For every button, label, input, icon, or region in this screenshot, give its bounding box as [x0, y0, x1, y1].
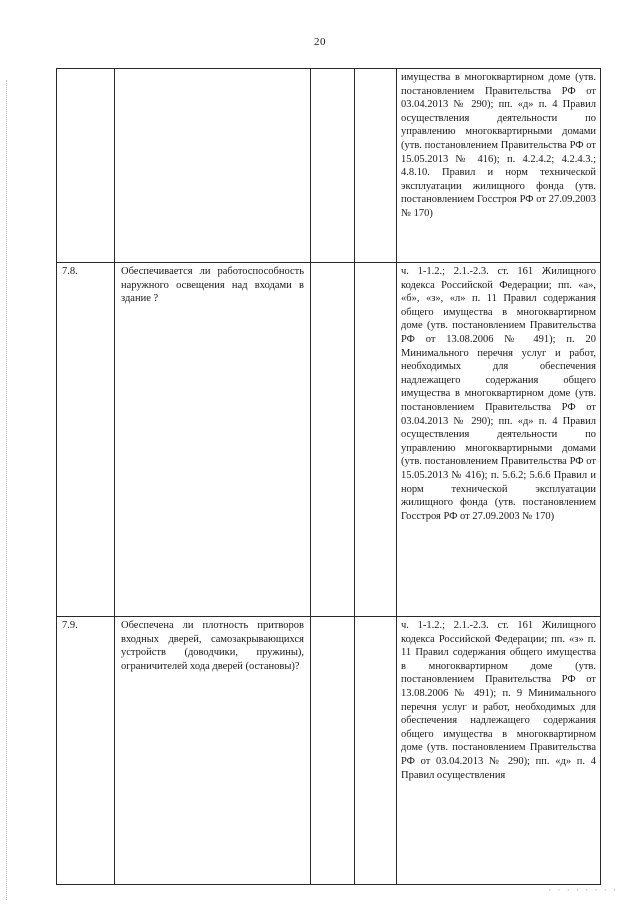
table-row — [57, 263, 601, 617]
scan-edge-artifact — [6, 80, 8, 900]
row-question: Обеспечивается ли работоспособность наружного освещения над входами в здание ? — [115, 263, 311, 617]
answer-cell-no — [355, 617, 397, 885]
row-number: 7.9. — [57, 617, 115, 885]
row-number: 7.8. — [57, 263, 115, 617]
row-reference: ч. 1-1.2.; 2.1.-2.3. ст. 161 Жилищного кодекса Российской Федерации; пп. «з» п. 11 Правил содержания общего имущества в многоквартирном доме (утв. постановлением Правительства РФ от 13.08.2006 № 491); п. 9 Минимального перечня услуг и работ, необходимых для обеспечения надлежащего содержания общего имущества в многоквартирном доме (утв. постановлением Правительства РФ от 03.04.2013 № 290); пп. «д» п. 4 Правил осуществления — [397, 617, 601, 885]
table-row — [57, 69, 601, 263]
page-number: 20 — [314, 36, 326, 48]
row-reference: ч. 1-1.2.; 2.1.-2.3. ст. 161 Жилищного кодекса Российской Федерации; пп. «а», «б», «з», «л» п. 11 Правил содержания общего имущества в многоквартирном доме (утв. постановлением Правительства РФ от 13.08.2006 № 491); п. 20 Минимального перечня услуг и работ, необходимых для обеспечения надлежащего содержания общего имущества в многоквартирном доме (утв. постановлением Правительства РФ от 03.04.2013 № 290); пп. «д» п. 4 Правил осуществления деятельности по управлению многоквартирными домами (утв. постановлением Правительства РФ от 15.05.2013 № 416); п. 5.6.2; 5.6.6 Правил и норм технической эксплуатации жилищного фонда (утв. постановлением Госстроя РФ от 27.09.2003 № 170) — [397, 263, 601, 617]
answer-cell-no — [355, 69, 397, 263]
answer-cell-yes — [311, 263, 355, 617]
answer-cell-no — [355, 263, 397, 617]
requirements-table — [56, 68, 601, 885]
table-row — [57, 617, 601, 885]
row-question — [115, 69, 311, 263]
row-question: Обеспечена ли плотность притворов входных дверей, самозакрывающихся устройств (доводчики, пружины), ограничителей хода дверей (остановы)? — [115, 617, 311, 885]
row-reference: имущества в многоквартирном доме (утв. постановлением Правительства РФ от 03.04.2013 № 290); пп. «д» п. 4 Правил осуществления деятельности по управлению многоквартирными домами (утв. постановлением Правительства РФ от 15.05.2013 № 416); п. 4.2.4.2; 4.2.4.3.; 4.8.10. Правил и норм технической эксплуатации жилищного фонда (утв. постановлением Госстроя РФ от 27.09.2003 № 170) — [397, 69, 601, 263]
answer-cell-yes — [311, 617, 355, 885]
scan-footer-artifact: · · · · · · · · — [548, 885, 618, 895]
row-number — [57, 69, 115, 263]
answer-cell-yes — [311, 69, 355, 263]
